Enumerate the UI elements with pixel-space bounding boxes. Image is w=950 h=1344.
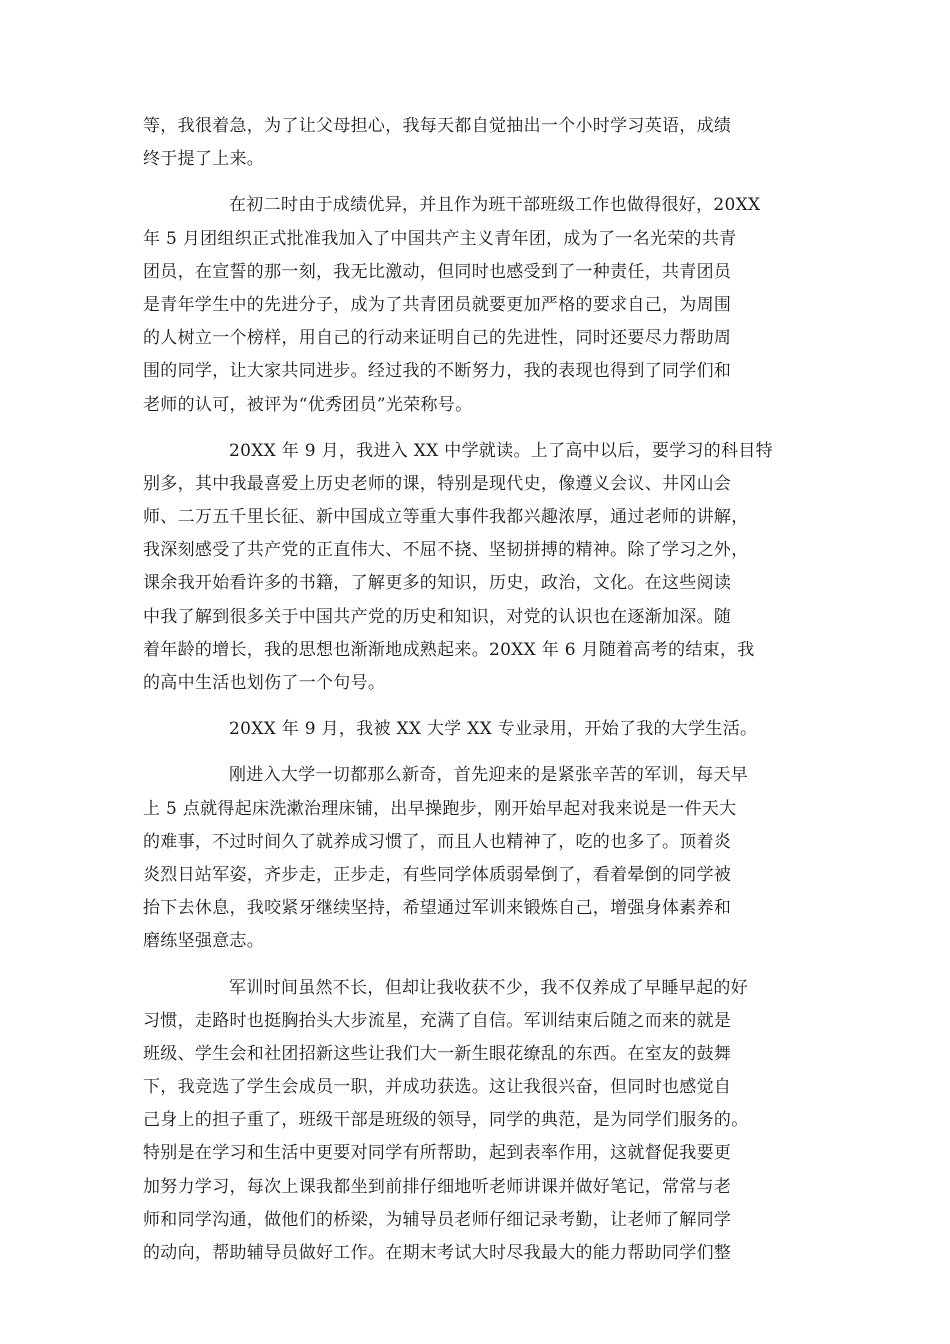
- text-line: 团员，在宣誓的那一刻，我无比激动，但同时也感受到了一种责任，共青团员: [143, 261, 732, 282]
- text-line: 上 5 点就得起床洗漱治理床铺，出早操跑步，刚开始早起对我来说是一件天大: [143, 798, 737, 819]
- text-line: 别多，其中我最喜爱上历史老师的课，特别是现代史，像遵义会议、井冈山会: [143, 473, 732, 494]
- text-line: 围的同学，让大家共同进步。经过我的不断努力，我的表现也得到了同学们和: [143, 361, 732, 382]
- text-line: 终于提了上来。: [143, 149, 265, 170]
- text-line: 课余我开始看许多的书籍，了解更多的知识，历史，政治，文化。在这些阅读: [143, 573, 732, 594]
- paragraph-spacer: [143, 700, 803, 713]
- text-line: 是青年学生中的先进分子，成为了共青团员就要更加严格的要求自己，为周围: [143, 294, 732, 315]
- text-line: 在初二时由于成绩优异，并且作为班干部班级工作也做得很好，20XX: [229, 195, 761, 216]
- text-line: 加努力学习，每次上课我都坐到前排仔细地听老师讲课并做好笔记，常常与老: [143, 1176, 732, 1197]
- text-line: 老师的认可，被评为“优秀团员”光荣称号。: [143, 394, 473, 415]
- text-line: 炎烈日站军姿，齐步走，正步走，有些同学体质弱晕倒了，看着晕倒的同学被: [143, 864, 732, 885]
- text-line: 我深刻感受了共产党的正直伟大、不屈不挠、坚韧拼搏的精神。除了学习之外，: [143, 540, 749, 561]
- text-line: 抬下去休息，我咬紧牙继续坚持，希望通过军训来锻炼自己，增强身体素养和: [143, 898, 732, 919]
- text-line: 习惯，走路时也挺胸抬头大步流星，充满了自信。军训结束后随之而来的就是: [143, 1010, 732, 1031]
- text-line: 班级、学生会和社团招新这些让我们大一新生眼花缭乱的东西。在室友的鼓舞: [143, 1043, 732, 1064]
- text-line: 刚进入大学一切都那么新奇，首先迎来的是紧张辛苦的军训，每天早: [229, 765, 748, 786]
- text-line: 的难事，不过时间久了就养成习惯了，而且人也精神了，吃的也多了。顶着炎: [143, 831, 732, 852]
- text-line: 己身上的担子重了，班级干部是班级的领导，同学的典范，是为同学们服务的。: [143, 1110, 749, 1131]
- text-line: 的人树立一个榜样，用自己的行动来证明自己的先进性，同时还要尽力帮助周: [143, 328, 732, 349]
- paragraph: [143, 435, 803, 701]
- text-line: 军训时间虽然不长，但却让我收获不少，我不仅养成了早睡早起的好: [229, 977, 748, 998]
- text-line: 师、二万五千里长征、新中国成立等重大事件我都兴趣浓厚，通过老师的讲解，: [143, 507, 749, 528]
- paragraph-spacer: [143, 176, 803, 189]
- text-line: 着年龄的增长，我的思想也渐渐地成熟起来。20XX 年 6 月随着高考的结束，我: [143, 639, 755, 660]
- paragraph: [143, 713, 803, 746]
- text-line: 的动向，帮助辅导员做好工作。在期末考试大时尽我最大的能力帮助同学们整: [143, 1243, 732, 1263]
- text-line: 特别是在学习和生活中更要对同学有所帮助，起到表率作用，这就督促我要更: [143, 1143, 732, 1164]
- paragraph-spacer: [143, 746, 803, 759]
- text-line: 的高中生活也划伤了一个句号。: [143, 673, 386, 693]
- text-line: 下，我竞选了学生会成员一职，并成功获选。这让我很兴奋，但同时也感觉自: [143, 1077, 732, 1098]
- text-line: 等，我很着急，为了让父母担心，我每天都自觉抽出一个小时学习英语，成绩: [143, 116, 732, 136]
- paragraph: [143, 759, 803, 958]
- text-line: 20XX 年 9 月，我进入 XX 中学就读。上了高中以后，要学习的科目特: [229, 440, 773, 461]
- text-line: 师和同学沟通，做他们的桥梁，为辅导员老师仔细记录考勤，让老师了解同学: [143, 1209, 732, 1230]
- text-line: 中我了解到很多关于中国共产党的历史和知识，对党的认识也在逐渐加深。随: [143, 606, 732, 627]
- text-line: 20XX 年 9 月，我被 XX 大学 XX 专业录用，开始了我的大学生活。: [229, 719, 758, 740]
- paragraph-spacer: [143, 422, 803, 435]
- paragraph-spacer: [143, 959, 803, 972]
- paragraph: [143, 972, 803, 1271]
- paragraph: [143, 189, 803, 421]
- text-line: 年 5 月团组织正式批准我加入了中国共产主义青年团，成为了一名光荣的共青: [143, 228, 737, 249]
- document-body: [143, 110, 803, 1270]
- paragraph: [143, 110, 803, 176]
- text-line: 磨练坚强意志。: [143, 931, 265, 952]
